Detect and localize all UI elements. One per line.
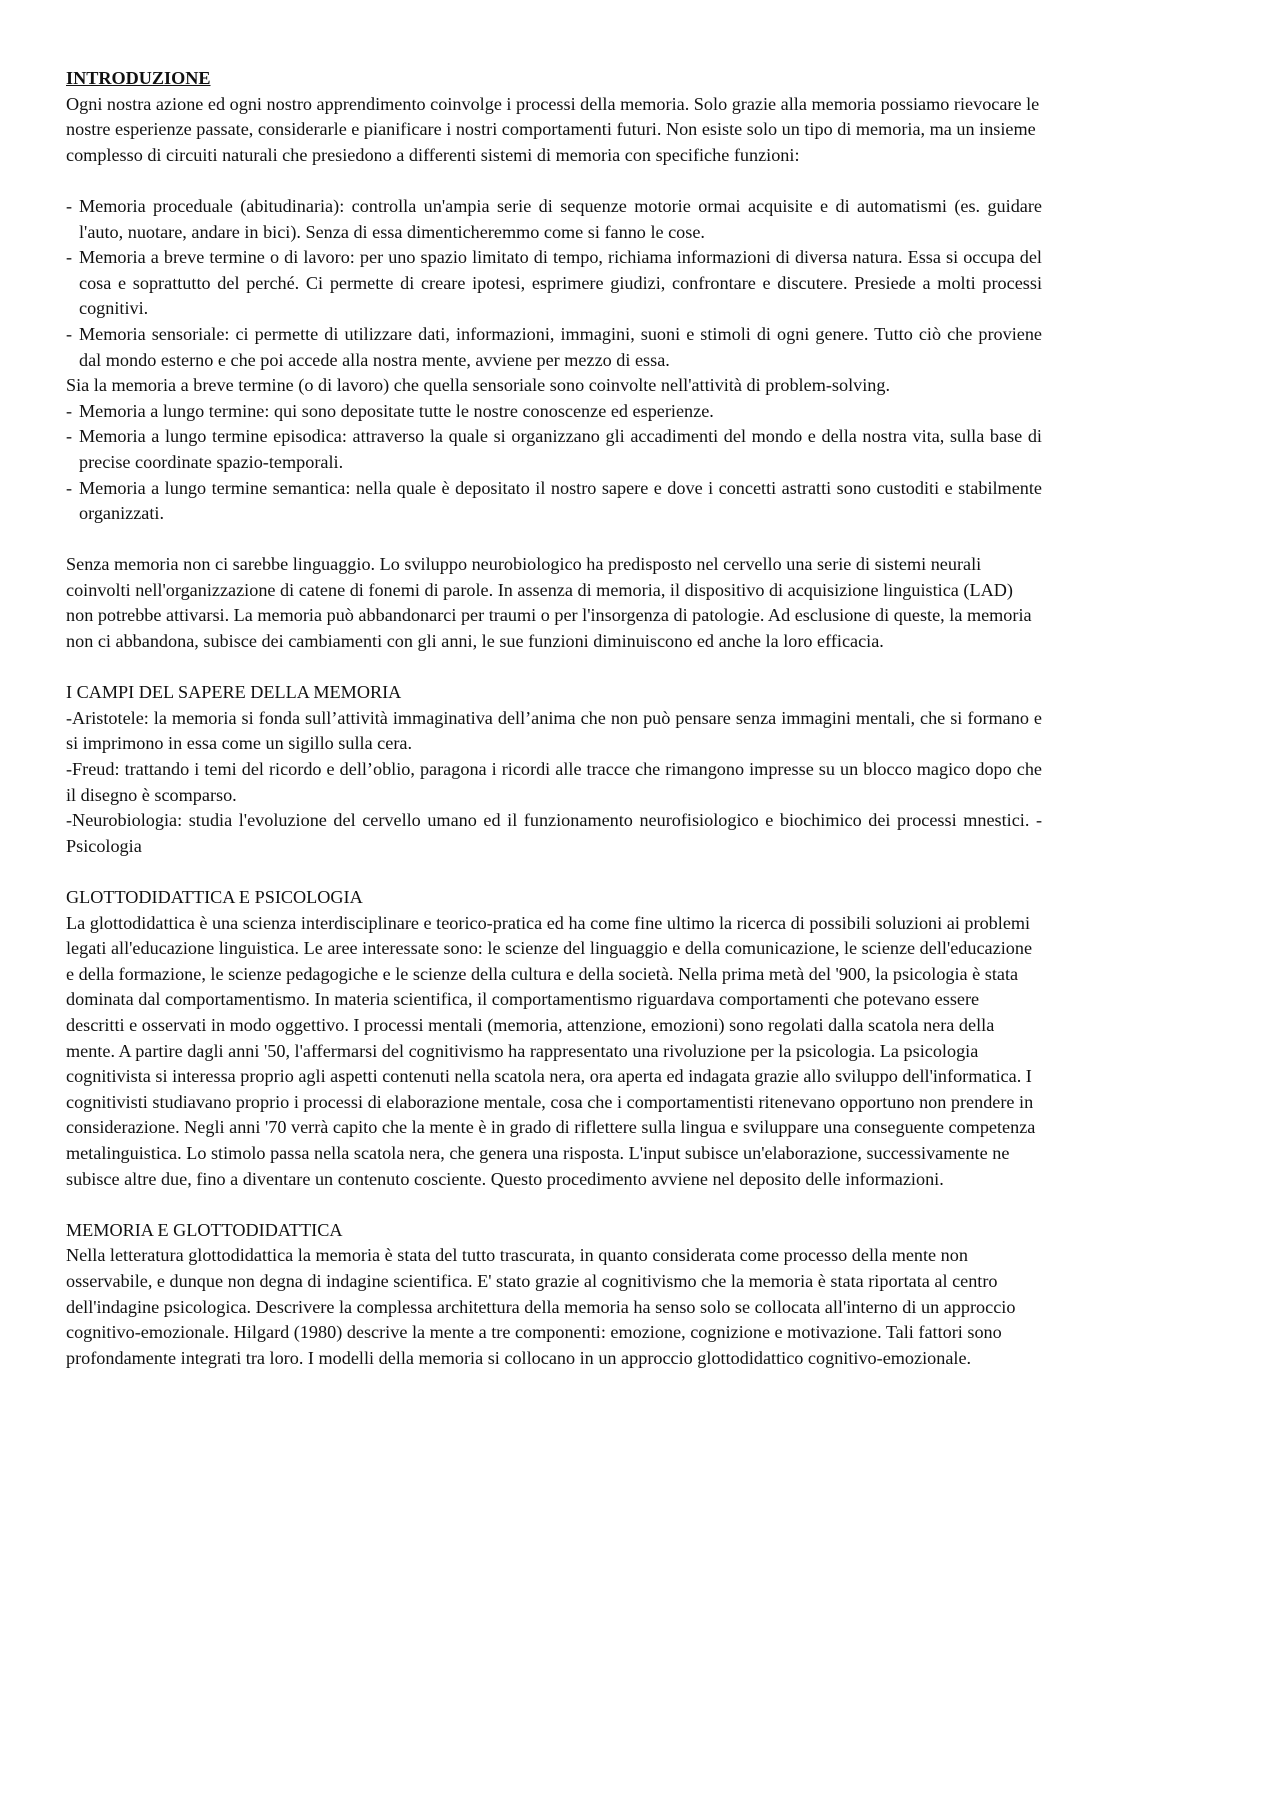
campi-neurobiologia: -Neurobiologia: studia l'evoluzione del cervello umano ed il funzionamento neurofisiologico e biochimico dei processi mnestici. -Psicologia [66,810,1042,856]
spacer [66,1192,1042,1218]
dash-bullet: - [66,426,73,447]
spacer [66,527,1042,553]
spacer [66,168,1042,194]
dash-bullet: - [66,400,73,421]
campi-aristotele: -Aristotele: la memoria si fonda sull’attività immaginativa dell’anima che non può pensare senza immagini mentali, che si formano e si imprimono in essa come un sigillo sulla cera. [66,707,1042,754]
memory-types-list-a [66,194,1042,373]
list-item [66,322,1042,373]
list-item-text: Memoria proceduale (abitudinaria): controlla un'ampia serie di sequenze motorie ormai acquisite e di automatismi (es. guidare l'auto, nuotare, andare in bici). Senza di essa dimenticheremmo come si fanno le cose. [79,195,1042,242]
list-item-text: Memoria a breve termine o di lavoro: per uno spazio limitato di tempo, richiama informazioni di diversa natura. Essa si occupa del cosa e soprattutto del perché. Ci permette di creare ipotesi, esprimere giudizi, confrontare e discutere. Presiede a molti processi cognitivi. [79,247,1042,319]
dash-bullet: - [66,247,73,268]
list-item [66,399,1042,425]
section-title-introduzione: INTRODUZIONE [66,68,211,88]
memoria-glotto-paragraph: Nella letteratura glottodidattica la memoria è stata del tutto trascurata, in quanto considerata come processo della mente non osservabile, e dunque non degna di indagine scientifica. E' stato grazie al cognitivismo che la memoria è stata riportata al centro dell'indagine psicologica. Descrivere la complessa architettura della memoria ha senso solo se collocata all'interno di un approccio cognitivo-emozionale. Hilgard (1980) descrive la mente a tre componenti: emozione, cognizione e motivazione. Tali fattori sono profondamente integrati tra loro. I modelli della memoria si collocano in un approccio glottodidattico cognitivo-emozionale. [66,1245,1016,1368]
intro-closing-paragraph: Senza memoria non ci sarebbe linguaggio. Lo sviluppo neurobiologico ha predisposto nel cervello una serie di sistemi neurali coinvolti nell'organizzazione di catene di fonemi di parole. In assenza di memoria, il dispositivo di acquisizione linguistica (LAD) non potrebbe attivarsi. La memoria può abbandonarci per traumi o per l'insorgenza di patologie. Ad esclusione di queste, la memoria non ci abbandona, subisce dei cambiamenti con gli anni, le sue funzioni diminuiscono ed anche la loro efficacia. [66,554,1032,652]
dash-bullet: - [66,477,73,498]
list-item [66,194,1042,245]
spacer [66,859,1042,885]
dash-bullet: - [66,195,73,216]
dash-bullet: - [66,323,73,344]
list-item [66,424,1042,475]
list-item-text: Memoria a lungo termine semantica: nella quale è depositato il nostro sapere e dove i concetti astratti sono custoditi e stabilmente organizzati. [79,477,1042,524]
section-title-campi: I CAMPI DEL SAPERE DELLA MEMORIA [66,682,402,703]
spacer [66,655,1042,681]
list-item [66,245,1042,322]
list-item [66,476,1042,527]
section-title-glottodidattica-psicologia: GLOTTODIDATTICA E PSICOLOGIA [66,887,363,907]
intro-between-text: Sia la memoria a breve termine (o di lavoro) che quella sensoriale sono coinvolte nell'attività di problem-solving. [66,375,890,396]
document-page [66,66,1042,1371]
campi-freud: -Freud: trattando i temi del ricordo e dell’oblio, paragona i ricordi alle tracce che rimangono impresse su un blocco magico dopo che il disegno è scomparso. [66,759,1042,805]
list-item-text: Memoria sensoriale: ci permette di utilizzare dati, informazioni, immagini, suoni e stimoli di ogni genere. Tutto ciò che proviene dal mondo esterno e che poi accede alla nostra mente, avviene per mezzo di essa. [79,323,1042,370]
section-title-memoria-glottodidattica: MEMORIA E GLOTTODIDATTICA [66,1219,343,1240]
glotto-psico-paragraph: La glottodidattica è una scienza interdisciplinare e teorico-pratica ed ha come fine ultimo la ricerca di possibili soluzioni ai problemi legati all'educazione linguistica. Le aree interessate sono: le scienze del linguaggio e della comunicazione, le scienze dell'educazione e della formazione, le scienze pedagogiche e le scienze della cultura e della società. Nella prima metà del '900, la psicologia è stata dominata dal comportamentismo. In materia scientifica, il comportamentismo riguardava comportamenti che potevano essere descritti e osservati in modo oggettivo. I processi mentali (memoria, attenzione, emozioni) sono regolati dalla scatola nera della mente. A partire dagli anni '50, l'affermarsi del cognitivismo ha rappresentato una rivoluzione per la psicologia. La psicologia cognitivista si interessa proprio agli aspetti contenuti nella scatola nera, ora aperta ed indagata grazie allo sviluppo dell'informatica. I cognitivisti studiavano proprio i processi di elaborazione mentale, cosa che i comportamentisti ritenevano opportuno non prendere in considerazione. Negli anni '70 verrà capito che la mente è in grado di riflettere sulla lingua e sviluppare una conseguente competenza metalinguistica. Lo stimolo passa nella scatola nera, che genera una risposta. L'input subisce un'elaborazione, successivamente ne subisce altre due, fino a diventare un contenuto cosciente. Questo procedimento avviene nel deposito delle informazioni. [66,912,1036,1189]
intro-paragraph: Ogni nostra azione ed ogni nostro apprendimento coinvolge i processi della memoria. Solo grazie alla memoria possiamo rievocare le nostre esperienze passate, considerarle e pianificare i nostri comportamenti futuri. Non esiste solo un tipo di memoria, ma un insieme complesso di circuiti naturali che presiedono a differenti sistemi di memoria con specifiche funzioni: [66,93,1040,165]
list-item-text: Memoria a lungo termine: qui sono depositate tutte le nostre conoscenze ed esperienze. [79,400,714,421]
list-item-text: Memoria a lungo termine episodica: attraverso la quale si organizzano gli accadimenti del mondo e della nostra vita, sulla base di precise coordinate spazio-temporali. [79,426,1042,472]
memory-types-list-b [66,399,1042,527]
